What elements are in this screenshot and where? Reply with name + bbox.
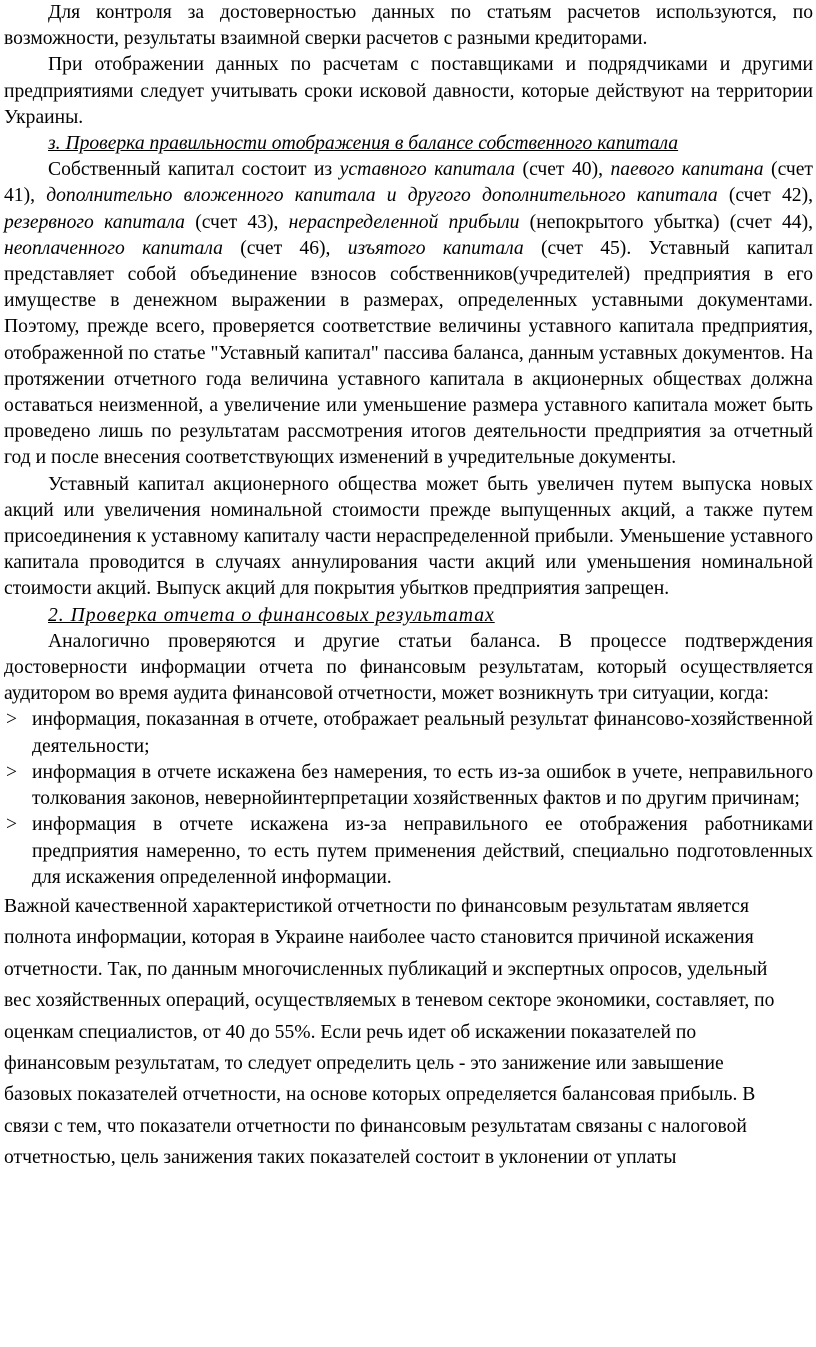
paragraph-three-situations: Аналогично проверяются и другие статьи баланса. В процессе подтверждения достоверности информации отчета по финансовым результатам, который осуществляется аудитором во время аудита финансовой отчетности, может возникнуть три ситуации, когда: xyxy=(4,630,813,705)
list-item-text: информация, показанная в отчете, отображает реальный результат финансово-хозяйственной деятельности; xyxy=(32,709,813,757)
paragraph-share-capital-changes: Уставный капитал акционерного общества может быть увеличен путем выпуска новых акций или увеличения номинальной стоимости прежде выпущенных акций, а также путем присоединения к уставному капиталу части нераспределенной прибыли. Уменьшение уставного капитала проводится в случаях аннулирования части акций или уменьшения номинальной стоимости акций. Выпуск акций для покрытия убытков предприятия запрещен. xyxy=(4,473,813,600)
equity-text-8: (счет 45). Уставный капитал представляет собой объединение взносов собственников(учредителей) предприятия в его имуществе в денежном выражении в размерах, определенных уставными документами. Поэтому, прежде всего, проверяется соответствие величины уставного капитала предприятия, отображенной по статье "Уставный капитал" пассива баланса, данным уставных документов. На протяжении отчетного года величина уставного капитала в акционерных обществах должна оставаться неизменной, а увеличение или уменьшение размера уставного капитала может быть проведено лишь по результатам рассмотрения итогов деятельности предприятия за отчетный год и после внесения соответствующих изменений в учредительные документы. xyxy=(4,237,813,469)
equity-text-3: (счет 41), xyxy=(4,159,813,207)
equity-term-retained: нераспределенной прибыли xyxy=(288,211,520,233)
equity-text-4: (счет 42), xyxy=(717,185,813,207)
equity-term-additional: дополнительно вложенного капитала и другого дополнительного капитала xyxy=(46,185,718,207)
list-item-text: информация в отчете искажена из-за неправильного ее отображения работниками предприятия намеренно, то есть путем применения действий, специально подготовленных для искажения определенной информации. xyxy=(32,814,813,888)
equity-text-5: (счет 43), xyxy=(184,211,289,233)
equity-term-share: паевого капитана xyxy=(610,159,764,181)
list-item xyxy=(4,707,813,759)
equity-term-unpaid: неоплаченного капитала xyxy=(4,237,223,259)
bullet-marker: > xyxy=(6,709,18,731)
section-heading-financial-results-text: 2. Проверка отчета о финансовых результатах xyxy=(48,604,495,626)
list-item-text: информация в отчете искажена без намерения, то есть из-за ошибок в учете, неправильного толкования законов, невернойинтерпретации хозяйственных фактов и по другим причинам; xyxy=(32,761,813,810)
section-heading-equity xyxy=(4,131,813,157)
equity-text-7: (счет 46), xyxy=(222,237,348,259)
list-item xyxy=(4,812,813,891)
list-item xyxy=(4,760,813,812)
paragraph-completeness: Важной качественной характеристикой отчетности по финансовым результатам является полнота информации, которая в Украине наиболее часто становится причиной искажения отчетности. Так, по данным многочисленных публикаций и экспертных опросов, удельный вес хозяйственных операций, осуществляемых в теневом секторе экономики, составляет, по оценкам специалистов, от 40 до 55%. Если речь идет об искажении показателей по финансовым результатам, то следует определить цель - это занижение или завышение базовых показателей отчетности, на основе которых определяется балансовая прибыль. В связи с тем, что показатели отчетности по финансовым результатам связаны с налоговой отчетностью, цель занижения таких показателей состоит в уклонении от уплаты xyxy=(4,895,775,1169)
paragraph-limitation-period: При отображении данных по расчетам с поставщиками и подрядчиками и другими предприятиями следует учитывать сроки исковой давности, которые действуют на территории Украины. xyxy=(4,54,813,128)
section-heading-equity-text: з. Проверка правильности отображения в балансе собственного капитала xyxy=(48,133,679,155)
section-heading-financial-results xyxy=(4,603,813,629)
equity-term-authorized: уставного капитала xyxy=(339,159,516,181)
paragraph-equity-composition xyxy=(4,157,813,471)
situations-list xyxy=(4,707,813,890)
paragraph-settlement-control: Для контроля за достоверностью данных по статьям расчетов используются, по возможности, результаты взаимной сверки расчетов с разными кредиторами. xyxy=(4,2,813,50)
bullet-marker: > xyxy=(6,814,18,836)
equity-term-reserve: резервного капитала xyxy=(4,211,185,233)
equity-text-6: (непокрытого убытка) (счет 44), xyxy=(519,211,814,233)
equity-text-1: Собственный капитал состоит из xyxy=(48,159,340,181)
equity-term-withdrawn: изъятого капитала xyxy=(347,237,524,259)
equity-text-2: (счет 40), xyxy=(515,159,611,181)
bullet-marker: > xyxy=(6,761,18,783)
